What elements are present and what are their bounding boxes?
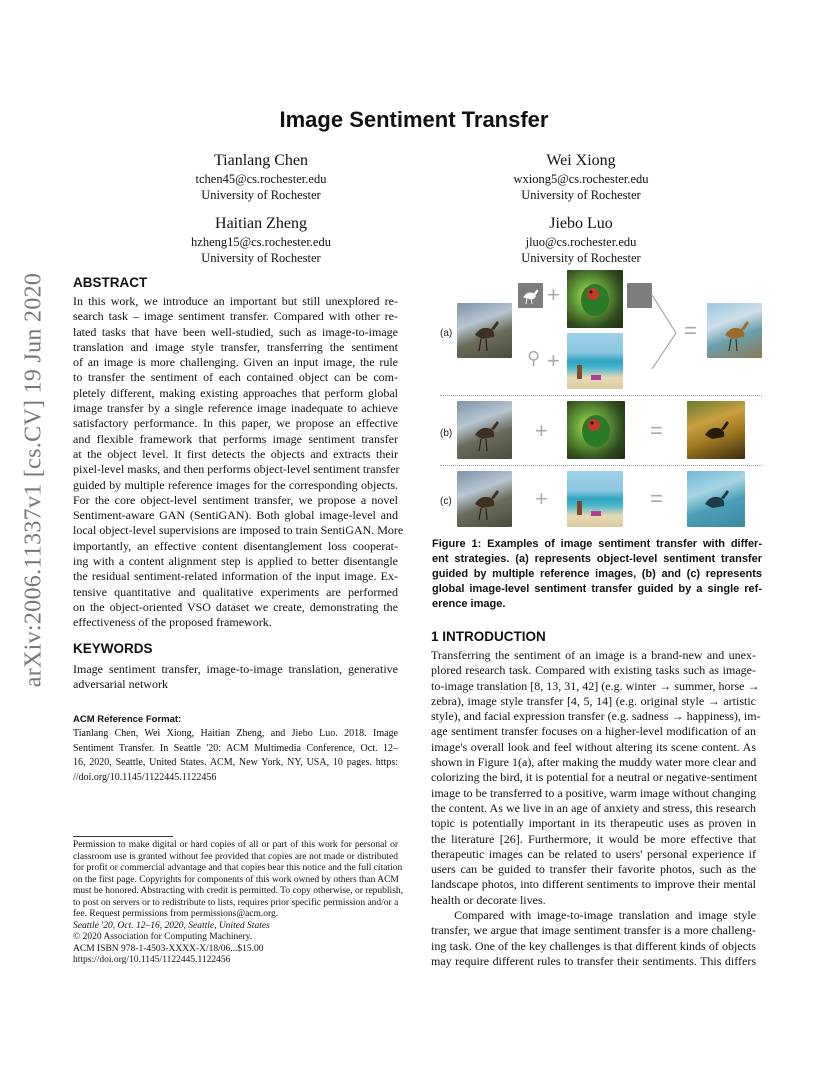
- abstract-line: For the core object-level sentiment transfer, we propose a novel: [73, 492, 398, 507]
- keywords-line: Image sentiment transfer, image-to-image translation, generative: [73, 662, 398, 676]
- conference-line: Seattle '20, Oct. 12–16, 2020, Seattle, United States: [73, 920, 270, 931]
- abstract-line: to transfer the sentiment of each contained object can be com-: [73, 370, 398, 385]
- row-label-b: (b): [440, 428, 453, 439]
- intro-line: Transferring the sentiment of an image is a brand-new and unex-: [431, 648, 756, 662]
- abstract-heading: ABSTRACT: [73, 275, 148, 290]
- permission-line: fee. Request permissions from permissions@acm.org.: [73, 909, 279, 919]
- author-name: Jiebo Luo: [549, 215, 613, 232]
- caption-line: global image-level sentiment transfer guided by a single ref-: [432, 583, 762, 595]
- intro-line: plored research task. Compared with existing tasks such as image-: [431, 663, 756, 678]
- plus-sign: +: [535, 486, 548, 511]
- keywords-line: adversarial network: [73, 677, 168, 692]
- permission-line: Permission to make digital or hard copies of all or part of this work for personal or: [73, 840, 398, 850]
- permission-line: for profit or commercial advantage and that copies bear this notice and the full citation: [73, 863, 403, 873]
- intro-line: Compared with image-to-image translation and image style: [431, 908, 756, 923]
- row-divider: [440, 395, 762, 396]
- plus-sign: +: [547, 282, 560, 307]
- input-photo-bird: [457, 401, 512, 459]
- abstract-line: the residual sentiment-related information of the input image. Ex-: [73, 569, 398, 584]
- input-photo-bird: [457, 471, 512, 527]
- intro-line: colorizing the bird, it is potential for a neutral or negative-sentiment: [431, 770, 758, 785]
- intro-line: landscape photos, into different sentiments to improve their mental: [431, 877, 756, 892]
- acm-ref-line: Sentiment Transfer. In Seattle '20: ACM Multimedia Conference, Oct. 12–: [73, 742, 398, 754]
- mask-background: [627, 283, 652, 308]
- intro-line: ing task. One of the key challenges is that different kinds of objects: [431, 938, 756, 953]
- intro-line: image to be transferred to a positive, warm image without changing: [431, 785, 756, 800]
- caption-line: guided by multiple reference images, (b) and (c) represents: [432, 568, 762, 580]
- output-photo-a: [707, 303, 762, 358]
- row-label-a: (a): [440, 328, 453, 339]
- permission-line: must be honored. Abstracting with credit is permitted. To copy otherwise, or republish,: [73, 886, 404, 896]
- caption-line: Figure 1: Examples of image sentiment transfer with differ-: [432, 538, 762, 550]
- abstract-line: of an image is more challenging. Given an input image, the rule: [73, 355, 398, 370]
- acm-ref-heading: ACM Reference Format:: [73, 714, 182, 725]
- intro-line: the literature [26]. Furthermore, it would be more effective that: [431, 831, 756, 846]
- author-email[interactable]: jluo@cs.rochester.edu: [525, 235, 637, 249]
- permission-line: classroom use is granted without fee provided that copies are not made or distributed: [73, 851, 398, 862]
- mask-bird: [518, 283, 543, 308]
- author-block-1: [111, 151, 411, 203]
- arxiv-identifier: arXiv:2006.11337v1 [cs.CV] 19 Jun 2020: [20, 272, 47, 688]
- reference-photo-parrot: [567, 270, 623, 328]
- permission-line: to post on servers or to redistribute to lists, requires prior specific permission and/or a: [73, 897, 399, 908]
- footnote-rule: [73, 836, 173, 837]
- caption-line: erence image.: [432, 598, 506, 610]
- introduction-heading: 1 INTRODUCTION: [431, 629, 546, 644]
- abstract-line: pletely different, making existing approaches that perform global: [73, 385, 398, 400]
- merge-bracket: [650, 293, 680, 371]
- intro-line: may require different rules to transfer their sentiments. This differs: [431, 953, 756, 968]
- abstract-line: tensive quantitative and qualitative experiments are performed: [73, 584, 398, 599]
- author-affiliation: University of Rochester: [521, 251, 641, 265]
- figure-caption: [432, 537, 762, 612]
- intro-line: shown in Figure 1(a), after making the muddy water more clear and: [431, 755, 757, 770]
- abstract-line: satisfactory performance. In this paper, we propose an effective: [73, 416, 398, 431]
- intro-line: image's overall look and feel without altering its scene content. As: [431, 739, 756, 754]
- figure-1: [432, 268, 762, 530]
- author-name: Tianlang Chen: [213, 152, 309, 169]
- abstract-line: local object-level supervisions are imposed to train SentiGAN. More: [73, 523, 404, 538]
- intro-line: users can be guided to transfer their favorite photos, such as the: [431, 862, 756, 877]
- isbn-line: ACM ISBN 978-1-4503-XXXX-X/18/06...$15.00: [73, 943, 264, 954]
- acm-ref-line: //doi.org/10.1145/1122445.1122456: [73, 771, 217, 783]
- abstract-line: search task – image sentiment transfer. Compared with other re-: [73, 309, 398, 324]
- acm-ref-body: [73, 727, 398, 785]
- author-block-3: [111, 214, 411, 266]
- abstract-line: and flexible framework that performs image sentiment transfer: [73, 431, 398, 446]
- abstract-line: importantly, an effective content disentanglement loss cooperat-: [73, 538, 398, 553]
- permission-line: on the first page. Copyrights for components of this work owned by others than ACM: [73, 874, 399, 885]
- equals-sign: =: [650, 486, 663, 511]
- row-label-c: (c): [440, 496, 452, 507]
- keywords-heading: KEYWORDS: [73, 641, 153, 656]
- author-affiliation: University of Rochester: [201, 251, 321, 265]
- arxiv-stamp: [14, 180, 54, 780]
- permission-block: [73, 840, 404, 967]
- intro-line: zebra), image style transfer [4, 5, 14] (e.g. original style → artistic: [431, 693, 756, 708]
- introduction-body: [431, 648, 761, 969]
- abstract-line: pixel-level masks, and then performs object-level sentiment transfer: [73, 462, 400, 477]
- output-photo-c: [687, 471, 745, 527]
- mask-bird-small-icon: ⚲: [527, 348, 541, 368]
- keywords-body: [73, 662, 398, 693]
- abstract-line: image transfer by a single reference image inadequate to achieve: [73, 401, 398, 416]
- row-divider: [440, 465, 762, 466]
- abstract-line: at the object level. It first detects the objects and extracts their: [73, 446, 398, 461]
- abstract-line: translation and image style transfer, transferring the sentiment: [73, 339, 398, 354]
- reference-photo-beach: [567, 333, 623, 389]
- abstract-line: on the object-oriented VSO dataset we create, demonstrating the: [73, 599, 398, 614]
- paper-title: Image Sentiment Transfer: [279, 107, 549, 132]
- author-email[interactable]: hzheng15@cs.rochester.edu: [191, 235, 331, 249]
- doi-link[interactable]: https://doi.org/10.1145/1122445.1122456: [73, 955, 231, 965]
- intro-line: health or decorate lives.: [431, 892, 546, 907]
- output-photo-b: [687, 401, 745, 459]
- author-name: Haitian Zheng: [215, 215, 307, 232]
- abstract-line: ing with a content alignment step is applied to better disentangle: [73, 554, 398, 569]
- intro-line: the content. As we live in an age of anxiety and stress, this research: [431, 800, 756, 815]
- acm-ref-line: Tianlang Chen, Wei Xiong, Haitian Zheng, and Jiebo Luo. 2018. Image: [73, 728, 398, 739]
- caption-line: ent strategies. (a) represents object-level sentiment transfer: [432, 553, 762, 565]
- abstract-line: Sentiment-aware GAN (SentiGAN). Both global image-level and: [73, 508, 398, 523]
- author-block-4: [431, 214, 731, 266]
- intro-line: style), and facial expression transfer (e.g. sadness → happiness), im-: [431, 709, 761, 724]
- author-name: Wei Xiong: [546, 152, 616, 169]
- author-affiliation: University of Rochester: [521, 188, 641, 202]
- abstract-line: lated tasks that have been well-studied, such as image-to-image: [73, 324, 398, 339]
- abstract-body: [73, 294, 404, 631]
- abstract-line: guided by multiple reference images for the corresponding objects.: [73, 477, 398, 492]
- author-block-2: [431, 151, 731, 203]
- abstract-line: In this work, we introduce an important but still unexplored re-: [73, 294, 398, 308]
- intro-line: to-image translation [8, 13, 31, 42] (e.g. winter → summer, horse →: [431, 678, 760, 693]
- copyright-line: © 2020 Association for Computing Machinery.: [73, 932, 253, 942]
- author-email[interactable]: wxiong5@cs.rochester.edu: [513, 172, 649, 186]
- reference-photo-parrot: [567, 401, 625, 459]
- acm-ref-line: 16, 2020, Seattle, United States. ACM, New York, NY, USA, 10 pages. https:: [73, 757, 398, 768]
- intro-line: age sentiment transfer focuses on a higher-level modification of an: [431, 724, 756, 739]
- intro-line: topic is potentially important in its therapeutic uses as proven in: [431, 816, 756, 831]
- intro-line: therapeutic images can be related to users' personal experience if: [431, 846, 756, 861]
- plus-sign: +: [535, 418, 548, 443]
- author-affiliation: University of Rochester: [201, 188, 321, 202]
- intro-line: transfer, we argue that image sentiment transfer is a more challeng-: [431, 923, 756, 938]
- plus-sign: +: [547, 348, 560, 373]
- equals-sign: =: [650, 418, 663, 443]
- abstract-line: effectiveness of the proposed framework.: [73, 615, 272, 630]
- equals-sign: =: [684, 318, 697, 343]
- reference-photo-beach: [567, 471, 623, 527]
- input-photo-bird: [457, 303, 512, 358]
- author-email[interactable]: tchen45@cs.rochester.edu: [195, 172, 327, 186]
